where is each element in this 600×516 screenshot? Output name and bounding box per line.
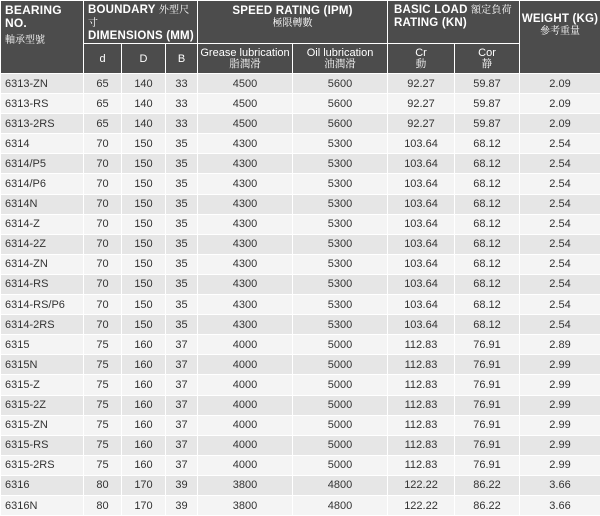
cell-D: 150 xyxy=(122,174,166,194)
cell-oil: 5300 xyxy=(293,295,388,315)
table-row xyxy=(1,94,600,114)
cell-cr: 103.64 xyxy=(388,295,455,315)
table-row xyxy=(1,375,600,395)
cell-D: 140 xyxy=(122,114,166,134)
cell-D: 150 xyxy=(122,134,166,154)
cell-cr: 122.22 xyxy=(388,475,455,495)
cell-weight: 2.99 xyxy=(520,415,600,435)
cell-cr: 103.64 xyxy=(388,174,455,194)
header-grease-cn: 脂潤滑 xyxy=(198,59,292,70)
cell-oil: 5000 xyxy=(293,435,388,455)
cell-grease: 4300 xyxy=(198,214,293,234)
cell-B: 37 xyxy=(166,415,198,435)
cell-cor: 76.91 xyxy=(455,355,520,375)
cell-weight: 2.54 xyxy=(520,274,600,294)
cell-D: 170 xyxy=(122,475,166,495)
cell-d: 75 xyxy=(84,415,122,435)
cell-B: 37 xyxy=(166,395,198,415)
cell-oil: 5600 xyxy=(293,114,388,134)
cell-cor: 76.91 xyxy=(455,395,520,415)
cell-oil: 5600 xyxy=(293,74,388,94)
header-weight xyxy=(520,1,600,74)
cell-B: 37 xyxy=(166,455,198,475)
cell-model: 6313-RS xyxy=(1,94,84,114)
cell-B: 35 xyxy=(166,315,198,335)
header-col-d-label: d xyxy=(84,53,121,65)
cell-cor: 68.12 xyxy=(455,315,520,335)
cell-cr: 103.64 xyxy=(388,315,455,335)
cell-d: 70 xyxy=(84,134,122,154)
table-row xyxy=(1,254,600,274)
cell-oil: 5300 xyxy=(293,134,388,154)
header-load-cn: 額定負荷 xyxy=(471,5,512,16)
cell-cor: 68.12 xyxy=(455,254,520,274)
cell-grease: 4000 xyxy=(198,355,293,375)
table-row xyxy=(1,355,600,375)
cell-model: 6315 xyxy=(1,335,84,355)
cell-cor: 59.87 xyxy=(455,114,520,134)
cell-D: 150 xyxy=(122,295,166,315)
cell-weight: 2.54 xyxy=(520,315,600,335)
cell-cr: 92.27 xyxy=(388,114,455,134)
cell-B: 37 xyxy=(166,335,198,355)
cell-weight: 2.99 xyxy=(520,435,600,455)
cell-d: 65 xyxy=(84,94,122,114)
cell-model: 6315-2RS xyxy=(1,455,84,475)
cell-cr: 112.83 xyxy=(388,435,455,455)
cell-grease: 4300 xyxy=(198,315,293,335)
header-basic-load xyxy=(388,1,520,44)
cell-B: 35 xyxy=(166,254,198,274)
cell-weight: 2.54 xyxy=(520,214,600,234)
cell-oil: 5000 xyxy=(293,455,388,475)
cell-d: 75 xyxy=(84,335,122,355)
cell-cr: 103.64 xyxy=(388,274,455,294)
cell-grease: 4000 xyxy=(198,335,293,355)
header-dimensions-label: BOUNDARY xyxy=(88,4,155,16)
cell-cor: 59.87 xyxy=(455,94,520,114)
cell-model: 6314/P5 xyxy=(1,154,84,174)
cell-D: 170 xyxy=(122,495,166,515)
cell-d: 80 xyxy=(84,495,122,515)
cell-d: 75 xyxy=(84,355,122,375)
cell-D: 160 xyxy=(122,355,166,375)
cell-weight: 2.89 xyxy=(520,335,600,355)
cell-grease: 4300 xyxy=(198,274,293,294)
header-col-oil xyxy=(293,44,388,74)
table-row xyxy=(1,415,600,435)
header-col-D-label: D xyxy=(122,53,165,65)
header-cor-cn: 静 xyxy=(455,59,519,70)
cell-cor: 86.22 xyxy=(455,495,520,515)
cell-D: 160 xyxy=(122,335,166,355)
header-col-d xyxy=(84,44,122,74)
header-speed-rating xyxy=(198,1,388,44)
cell-oil: 5300 xyxy=(293,315,388,335)
cell-D: 160 xyxy=(122,395,166,415)
header-dimensions xyxy=(84,1,198,44)
cell-d: 70 xyxy=(84,174,122,194)
cell-d: 80 xyxy=(84,475,122,495)
cell-d: 75 xyxy=(84,375,122,395)
cell-weight: 2.09 xyxy=(520,94,600,114)
cell-cor: 68.12 xyxy=(455,134,520,154)
cell-weight: 2.54 xyxy=(520,154,600,174)
cell-B: 35 xyxy=(166,154,198,174)
cell-model: 6314-2RS xyxy=(1,315,84,335)
table-row xyxy=(1,335,600,355)
table-row xyxy=(1,395,600,415)
cell-weight: 2.99 xyxy=(520,455,600,475)
cell-cr: 103.64 xyxy=(388,194,455,214)
cell-model: 6315-Z xyxy=(1,375,84,395)
header-speed-label: SPEED RATING (IPM) xyxy=(198,5,387,18)
cell-cor: 68.12 xyxy=(455,154,520,174)
header-col-D xyxy=(122,44,166,74)
cell-cr: 103.64 xyxy=(388,234,455,254)
cell-grease: 4500 xyxy=(198,94,293,114)
cell-d: 75 xyxy=(84,455,122,475)
cell-oil: 5000 xyxy=(293,335,388,355)
cell-grease: 4000 xyxy=(198,455,293,475)
header-dimensions-cn: 外型尺寸 xyxy=(88,5,189,29)
cell-weight: 2.99 xyxy=(520,395,600,415)
cell-model: 6316 xyxy=(1,475,84,495)
cell-grease: 4000 xyxy=(198,435,293,455)
cell-grease: 4300 xyxy=(198,234,293,254)
cell-B: 35 xyxy=(166,274,198,294)
cell-cor: 68.12 xyxy=(455,274,520,294)
header-col-cor xyxy=(455,44,520,74)
cell-oil: 5000 xyxy=(293,375,388,395)
cell-B: 35 xyxy=(166,234,198,254)
cell-oil: 5300 xyxy=(293,274,388,294)
header-cr-label: Cr xyxy=(388,47,454,59)
cell-d: 65 xyxy=(84,74,122,94)
cell-cr: 112.83 xyxy=(388,375,455,395)
cell-weight: 2.09 xyxy=(520,114,600,134)
header-col-B-label: B xyxy=(166,53,197,65)
table-row xyxy=(1,295,600,315)
cell-d: 70 xyxy=(84,214,122,234)
cell-model: 6315N xyxy=(1,355,84,375)
table-row xyxy=(1,174,600,194)
cell-cor: 68.12 xyxy=(455,295,520,315)
table-row xyxy=(1,74,600,94)
cell-B: 35 xyxy=(166,295,198,315)
cell-cor: 68.12 xyxy=(455,214,520,234)
cell-D: 140 xyxy=(122,74,166,94)
table-row xyxy=(1,214,600,234)
cell-B: 35 xyxy=(166,134,198,154)
cell-B: 37 xyxy=(166,355,198,375)
cell-model: 6313-ZN xyxy=(1,74,84,94)
header-speed-cn: 極限轉數 xyxy=(198,18,387,29)
cell-oil: 5300 xyxy=(293,214,388,234)
cell-cr: 112.83 xyxy=(388,395,455,415)
cell-cr: 112.83 xyxy=(388,455,455,475)
cell-oil: 4800 xyxy=(293,475,388,495)
table-row xyxy=(1,194,600,214)
cell-cr: 122.22 xyxy=(388,495,455,515)
cell-cor: 76.91 xyxy=(455,415,520,435)
cell-weight: 3.66 xyxy=(520,495,600,515)
table-row xyxy=(1,495,600,515)
cell-grease: 4300 xyxy=(198,154,293,174)
cell-oil: 5000 xyxy=(293,355,388,375)
cell-grease: 4000 xyxy=(198,415,293,435)
cell-grease: 4300 xyxy=(198,254,293,274)
cell-oil: 5300 xyxy=(293,194,388,214)
cell-d: 75 xyxy=(84,435,122,455)
header-col-B xyxy=(166,44,198,74)
header-bearing-no-label: BEARING NO. xyxy=(5,4,83,30)
cell-weight: 2.09 xyxy=(520,74,600,94)
cell-cr: 112.83 xyxy=(388,355,455,375)
cell-model: 6314N xyxy=(1,194,84,214)
cell-d: 70 xyxy=(84,254,122,274)
header-weight-cn: 參考重量 xyxy=(520,26,600,37)
header-dimensions-unit: DIMENSIONS (MM) xyxy=(88,30,197,43)
cell-model: 6315-2Z xyxy=(1,395,84,415)
header-col-cr xyxy=(388,44,455,74)
cell-oil: 5000 xyxy=(293,415,388,435)
cell-B: 35 xyxy=(166,174,198,194)
table-row xyxy=(1,475,600,495)
cell-B: 37 xyxy=(166,435,198,455)
cell-cr: 92.27 xyxy=(388,94,455,114)
cell-weight: 3.66 xyxy=(520,475,600,495)
cell-grease: 3800 xyxy=(198,495,293,515)
cell-cr: 112.83 xyxy=(388,335,455,355)
cell-B: 39 xyxy=(166,475,198,495)
cell-oil: 5000 xyxy=(293,395,388,415)
cell-D: 160 xyxy=(122,375,166,395)
header-load-unit: RATING (KN) xyxy=(394,17,519,30)
cell-D: 150 xyxy=(122,254,166,274)
cell-B: 33 xyxy=(166,114,198,134)
cell-model: 6315-ZN xyxy=(1,415,84,435)
header-load-label: BASIC LOAD xyxy=(394,4,468,16)
cell-grease: 4000 xyxy=(198,395,293,415)
cell-oil: 5300 xyxy=(293,154,388,174)
table-body xyxy=(1,74,600,516)
cell-model: 6314-RS/P6 xyxy=(1,295,84,315)
cell-weight: 2.54 xyxy=(520,134,600,154)
cell-cor: 68.12 xyxy=(455,194,520,214)
cell-model: 6314 xyxy=(1,134,84,154)
table-row xyxy=(1,435,600,455)
cell-oil: 5600 xyxy=(293,94,388,114)
cell-D: 150 xyxy=(122,214,166,234)
cell-grease: 4500 xyxy=(198,74,293,94)
cell-model: 6316N xyxy=(1,495,84,515)
cell-grease: 4500 xyxy=(198,114,293,134)
cell-model: 6314-RS xyxy=(1,274,84,294)
header-cor-label: Cor xyxy=(455,47,519,59)
cell-d: 70 xyxy=(84,295,122,315)
cell-B: 33 xyxy=(166,74,198,94)
cell-model: 6314/P6 xyxy=(1,174,84,194)
cell-B: 33 xyxy=(166,94,198,114)
cell-D: 150 xyxy=(122,234,166,254)
cell-cor: 59.87 xyxy=(455,74,520,94)
cell-weight: 2.54 xyxy=(520,254,600,274)
cell-cor: 68.12 xyxy=(455,174,520,194)
cell-D: 160 xyxy=(122,435,166,455)
cell-cor: 68.12 xyxy=(455,234,520,254)
cell-weight: 2.54 xyxy=(520,295,600,315)
cell-D: 150 xyxy=(122,315,166,335)
cell-model: 6314-2Z xyxy=(1,234,84,254)
cell-weight: 2.99 xyxy=(520,355,600,375)
table-row xyxy=(1,154,600,174)
table-header xyxy=(1,1,600,74)
cell-oil: 5300 xyxy=(293,254,388,274)
cell-d: 70 xyxy=(84,154,122,174)
header-oil-label: Oil lubrication xyxy=(293,47,387,59)
table-row xyxy=(1,234,600,254)
cell-d: 70 xyxy=(84,234,122,254)
cell-grease: 4300 xyxy=(198,295,293,315)
cell-d: 70 xyxy=(84,274,122,294)
cell-cor: 76.91 xyxy=(455,455,520,475)
cell-weight: 2.99 xyxy=(520,375,600,395)
cell-grease: 4300 xyxy=(198,174,293,194)
cell-D: 150 xyxy=(122,274,166,294)
cell-d: 65 xyxy=(84,114,122,134)
cell-B: 35 xyxy=(166,194,198,214)
table-row xyxy=(1,315,600,335)
cell-d: 70 xyxy=(84,315,122,335)
table-row xyxy=(1,274,600,294)
cell-cr: 103.64 xyxy=(388,154,455,174)
table-row xyxy=(1,134,600,154)
cell-oil: 5300 xyxy=(293,174,388,194)
cell-grease: 4300 xyxy=(198,194,293,214)
cell-weight: 2.54 xyxy=(520,234,600,254)
cell-D: 150 xyxy=(122,194,166,214)
cell-D: 160 xyxy=(122,415,166,435)
cell-model: 6313-2RS xyxy=(1,114,84,134)
header-bearing-no xyxy=(1,1,84,74)
cell-cor: 76.91 xyxy=(455,375,520,395)
cell-d: 70 xyxy=(84,194,122,214)
header-oil-cn: 油潤滑 xyxy=(293,59,387,70)
cell-oil: 5300 xyxy=(293,234,388,254)
cell-weight: 2.54 xyxy=(520,194,600,214)
cell-cor: 76.91 xyxy=(455,435,520,455)
cell-cor: 86.22 xyxy=(455,475,520,495)
cell-cr: 103.64 xyxy=(388,134,455,154)
table-row xyxy=(1,114,600,134)
cell-cr: 103.64 xyxy=(388,254,455,274)
cell-D: 150 xyxy=(122,154,166,174)
cell-cr: 92.27 xyxy=(388,74,455,94)
header-bearing-no-cn: 軸承型號 xyxy=(5,35,45,46)
cell-B: 37 xyxy=(166,375,198,395)
header-grease-label: Grease lubrication xyxy=(198,47,292,59)
cell-cor: 76.91 xyxy=(455,335,520,355)
cell-cr: 103.64 xyxy=(388,214,455,234)
cell-model: 6314-ZN xyxy=(1,254,84,274)
cell-B: 39 xyxy=(166,495,198,515)
cell-d: 75 xyxy=(84,395,122,415)
header-col-grease xyxy=(198,44,293,74)
cell-oil: 4800 xyxy=(293,495,388,515)
cell-weight: 2.54 xyxy=(520,174,600,194)
cell-model: 6314-Z xyxy=(1,214,84,234)
cell-B: 35 xyxy=(166,214,198,234)
cell-D: 160 xyxy=(122,455,166,475)
cell-model: 6315-RS xyxy=(1,435,84,455)
cell-D: 140 xyxy=(122,94,166,114)
header-cr-cn: 動 xyxy=(388,59,454,70)
table-row xyxy=(1,455,600,475)
cell-grease: 4000 xyxy=(198,375,293,395)
cell-grease: 3800 xyxy=(198,475,293,495)
cell-grease: 4300 xyxy=(198,134,293,154)
header-weight-label: WEIGHT (KG) xyxy=(520,13,600,26)
cell-cr: 112.83 xyxy=(388,415,455,435)
